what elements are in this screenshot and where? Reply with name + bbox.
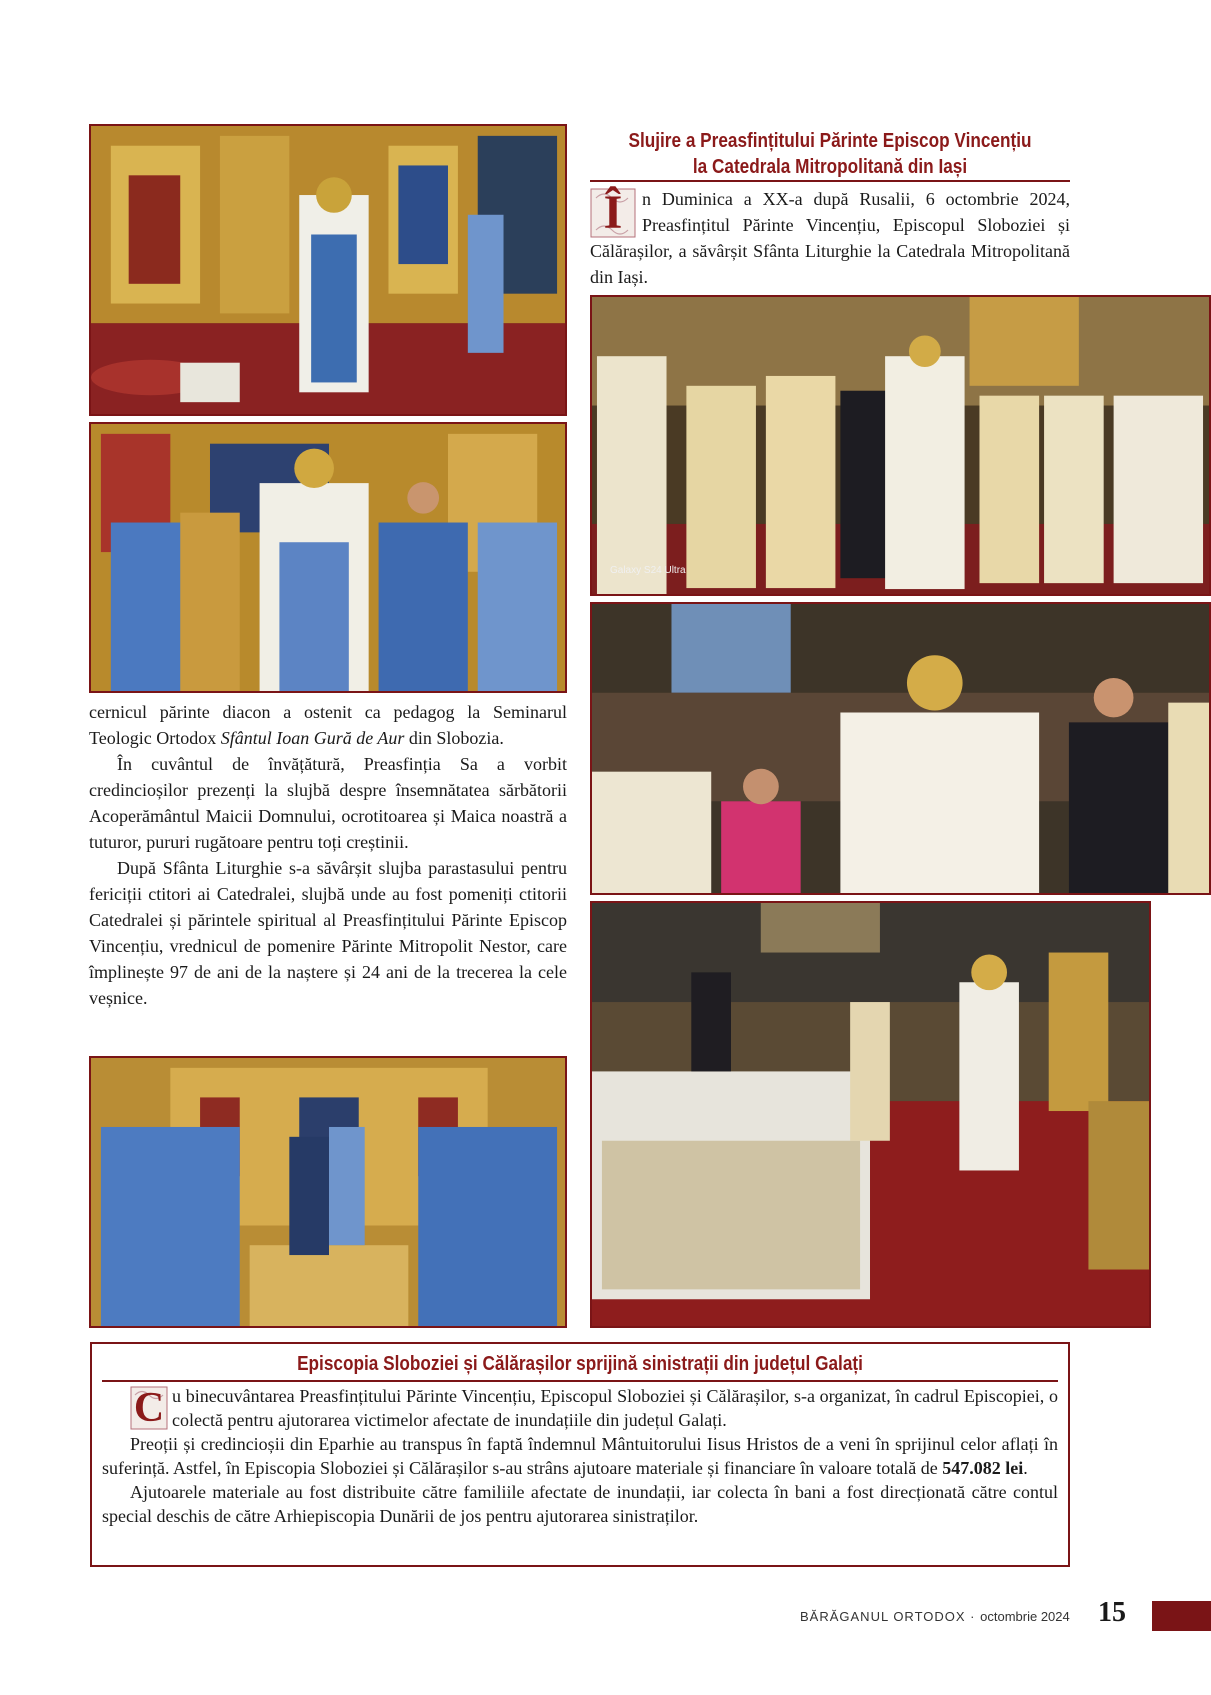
photo-bishop-with-clergy	[89, 422, 567, 693]
photo-bishop-among-faithful-image	[592, 604, 1209, 893]
relief-box	[90, 1342, 1070, 1567]
article-continued-paragraph	[89, 699, 567, 751]
relief-box-paragraph-2	[102, 1432, 1058, 1480]
relief-box-dropcap	[130, 1386, 168, 1430]
article-title-line-2: la Catedrala Mitropolitană din Iași	[692, 156, 968, 178]
photo-clergy-at-altar	[89, 1056, 567, 1328]
article-dropcap	[590, 188, 636, 238]
relief-box-dropcap-letter: C	[133, 1385, 165, 1431]
article-continued-text: cernicul părinte diacon a ostenit ca pedagog la Seminarul Teologic Ortodox	[89, 702, 567, 748]
article-dropcap-letter: Î	[603, 186, 623, 239]
relief-box-body	[102, 1384, 1058, 1528]
photo-watermark: Galaxy S24 Ultra	[610, 565, 686, 576]
relief-box-amount: 547.082 lei	[942, 1458, 1024, 1478]
relief-box-paragraph-3: Ajutoarele materiale au fost distribuite către familiile afectate de inundații, iar colecta în bani a fost direcționată către contul special deschis de către Arhiepiscopia Dunării de jos pentru ajutorarea sinistraților.	[102, 1482, 1058, 1526]
page-number: 15	[1098, 1597, 1126, 1628]
relief-box-paragraph-2-text: Preoții și credincioșii din Eparhie au transpus în faptă îndemnul Mântuitorului Iisus Hristos de a veni în sprijinul celor aflați în suferință. Astfel, în Episcopia Sloboziei și Călărașilor s-au strâns ajutoare materiale și financiare în valoare totală de	[102, 1434, 1058, 1478]
relief-box-paragraph-1: u binecuvântarea Preasfințitului Părinte Vincențiu, Episcopul Sloboziei și Călărașilor, s-a organizat, în cadrul Episcopiei, o colectă pentru ajutorarea victimelor afectate de inundațiile din județul Galați.	[172, 1386, 1058, 1430]
photo-bishop-at-holy-table-image	[592, 903, 1149, 1326]
footer-publication	[800, 1609, 1070, 1624]
article-intro-text: n Duminica a XX-a după Rusalii, 6 octombrie 2024, Preasfințitul Părinte Vincențiu, Episcopul Sloboziei și Călărașilor, a săvârșit Sfânta Liturghie la Catedrala Mitropolitană din Iași.	[590, 189, 1070, 287]
footer-publication-name: BĂRĂGANUL ORTODOX ·	[800, 1609, 981, 1624]
article-title-rule	[590, 180, 1070, 182]
article-body-left	[89, 699, 567, 1011]
article-intro	[590, 186, 1070, 290]
photo-clergy-in-cathedral-image	[592, 297, 1209, 594]
article-continued-tail: din Slobozia.	[404, 728, 504, 748]
article-title-line-1: Slujire a Preasfințitului Părinte Episcop Vincențiu	[628, 130, 1032, 152]
photo-bishop-iconostasis-image	[91, 126, 565, 414]
relief-box-paragraph-2-end: .	[1023, 1458, 1028, 1478]
footer-accent-bar	[1152, 1601, 1211, 1631]
relief-box-title: Episcopia Sloboziei și Călărașilor sprijină sinistrații din județul Galați	[297, 1353, 863, 1375]
article-seminary-name: Sfântul Ioan Gură de Aur	[220, 728, 405, 748]
relief-box-title-rule	[102, 1380, 1058, 1382]
photo-clergy-in-cathedral	[590, 295, 1211, 596]
article-paragraph-2: În cuvântul de învățătură, Preasfinția Sa a vorbit credincioșilor prezenți la slujbă despre însemnătatea sărbătorii Acoperământul Maicii Domnului, ocrotitoarea și Maica noastră a tuturor, pururi rugătoare pentru toți creștinii.	[89, 754, 567, 852]
photo-bishop-iconostasis	[89, 124, 567, 416]
article-title	[624, 128, 1037, 180]
footer-issue: octombrie 2024	[980, 1609, 1070, 1624]
article-paragraph-3: După Sfânta Liturghie s-a săvârșit slujba parastasului pentru fericiții ctitori ai Catedralei, slujbă unde au fost pomeniți ctitorii Catedralei și părintele spiritual al Preasfințitului Părinte Episcop Vincențiu, vrednicul de pomenire Părinte Mitropolit Nestor, care împlinește 97 de ani de la naștere și 24 ani de la trecerea la cele veșnice.	[89, 858, 567, 1008]
photo-bishop-among-faithful	[590, 602, 1211, 895]
photo-bishop-at-holy-table	[590, 901, 1151, 1328]
photo-clergy-at-altar-image	[91, 1058, 565, 1326]
photo-bishop-with-clergy-image	[91, 424, 565, 691]
